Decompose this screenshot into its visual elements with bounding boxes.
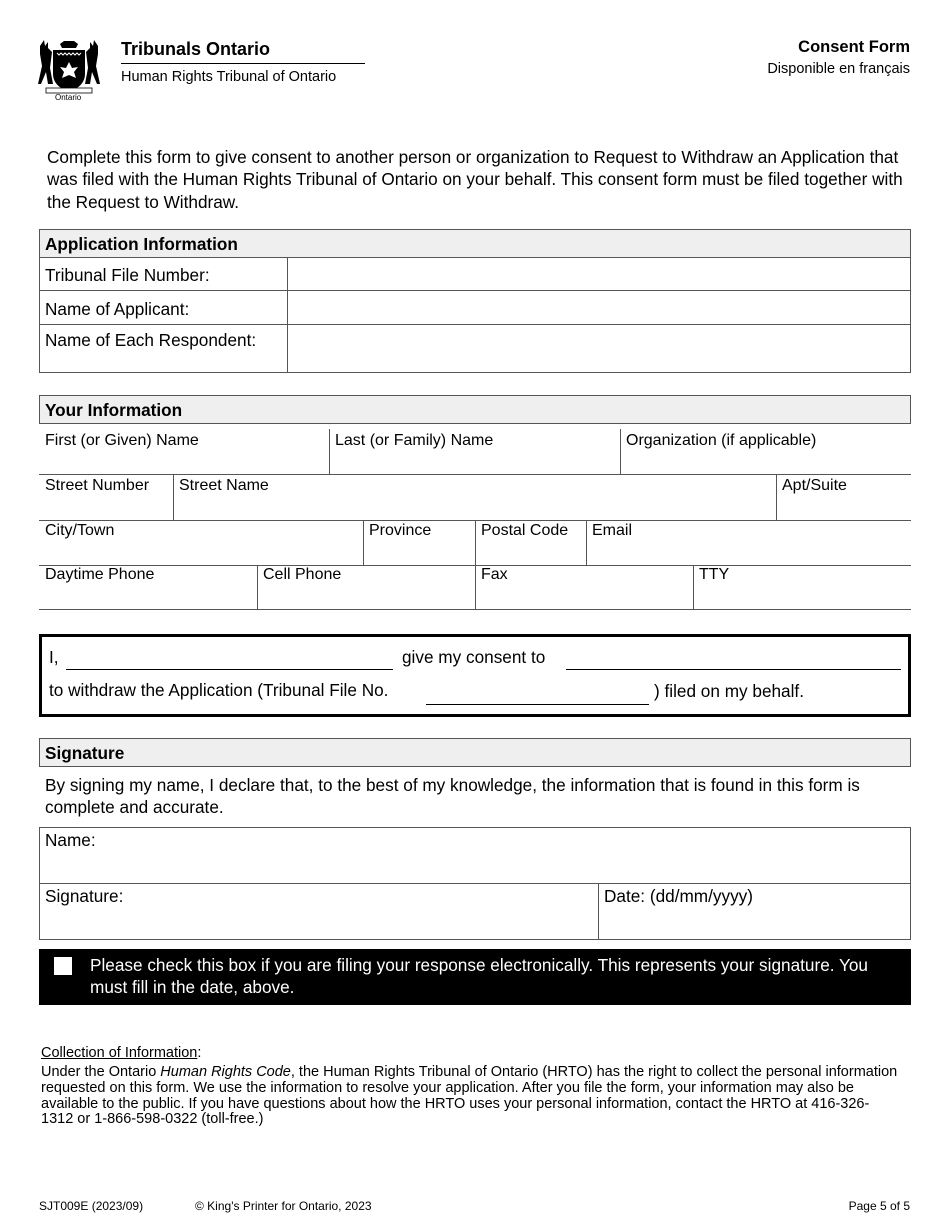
tribunal-file-number-label: Tribunal File Number: — [45, 265, 210, 285]
french-version-note: Disponible en français — [767, 61, 910, 77]
application-info-heading: Application Information — [39, 229, 911, 258]
copyright: © King's Printer for Ontario, 2023 — [195, 1199, 372, 1213]
province-field[interactable]: Province — [369, 522, 432, 539]
signature-date-field[interactable]: Date: (dd/mm/yyyy) — [604, 886, 753, 906]
first-name-field[interactable]: First (or Given) Name — [45, 432, 199, 449]
consent-line2-prefix: to withdraw the Application (Tribunal File No. — [49, 680, 389, 700]
collection-notice-rest: , the Human Rights Tribunal of Ontario (HRTO) has the right to collect the personal information requested on this form. We use the information to resolve your application. After you file the form, your information may also be available to the public. If you have questions about how the HRTO uses your personal information, contact the HRTO at 416-326-1312 or 1-866-598-0322 (toll-free.) — [41, 1064, 898, 1128]
organization-field[interactable]: Organization (if applicable) — [626, 432, 817, 449]
collection-notice — [41, 1065, 901, 1128]
apt-suite-field[interactable]: Apt/Suite — [782, 477, 847, 494]
signature-name-field[interactable]: Name: — [45, 830, 96, 850]
org-title: Tribunals Ontario — [121, 39, 271, 59]
collection-notice-start: Under the Ontario — [41, 1064, 161, 1080]
signature-declaration: By signing my name, I declare that, to the best of my knowledge, the information that is found in this form is complete and accurate. — [45, 775, 860, 818]
signature-field[interactable]: Signature: — [45, 886, 124, 906]
collection-heading-colon: : — [197, 1045, 202, 1061]
cell-phone-field[interactable]: Cell Phone — [263, 566, 342, 583]
electronic-filing-checkbox[interactable] — [54, 957, 72, 975]
applicant-name-input[interactable] — [288, 291, 910, 324]
your-info-heading: Your Information — [39, 395, 911, 424]
daytime-phone-field[interactable]: Daytime Phone — [45, 566, 155, 583]
consent-middle-text: give my consent to — [402, 647, 546, 667]
consent-prefix: I, — [49, 647, 59, 667]
form-title: Consent Form — [798, 38, 910, 56]
email-field[interactable]: Email — [592, 522, 633, 539]
electronic-filing-text: Please check this box if you are filing your response electronically. This represents your signature. You must fill in the date, above. — [90, 955, 868, 998]
last-name-field[interactable]: Last (or Family) Name — [335, 432, 494, 449]
human-rights-code-title: Human Rights Code — [160, 1064, 291, 1080]
fax-field[interactable]: Fax — [481, 566, 508, 583]
respondent-names-input[interactable] — [288, 325, 910, 372]
consenting-person-name-input[interactable] — [66, 648, 393, 670]
respondent-names-label: Name of Each Respondent: — [45, 330, 257, 350]
applicant-name-label: Name of Applicant: — [45, 299, 190, 319]
page-number: Page 5 of 5 — [848, 1199, 910, 1213]
consent-file-number-input[interactable] — [426, 683, 649, 705]
city-field[interactable]: City/Town — [45, 522, 115, 539]
postal-code-field[interactable]: Postal Code — [481, 522, 569, 539]
electronic-filing-bar — [39, 949, 911, 1005]
street-name-field[interactable]: Street Name — [179, 477, 269, 494]
collection-heading-text: Collection of Information — [41, 1045, 198, 1061]
tty-field[interactable]: TTY — [699, 566, 730, 583]
intro-paragraph: Complete this form to give consent to another person or organization to Request to Withdraw an Application that was filed with the Human Rights Tribunal of Ontario on your behalf. This consent form must be filed together with the Request to Withdraw. — [47, 147, 903, 212]
street-number-field[interactable]: Street Number — [45, 477, 150, 494]
consent-line2-suffix: ) filed on my behalf. — [654, 681, 804, 701]
logo-caption: Ontario — [55, 93, 82, 102]
header-divider — [121, 63, 365, 64]
tribunal-file-number-input[interactable] — [288, 258, 910, 290]
representative-name-input[interactable] — [566, 648, 901, 670]
signature-heading: Signature — [39, 738, 911, 767]
collection-heading — [41, 1045, 201, 1061]
form-code: SJT009E (2023/09) — [39, 1199, 144, 1213]
org-subtitle: Human Rights Tribunal of Ontario — [121, 69, 337, 85]
